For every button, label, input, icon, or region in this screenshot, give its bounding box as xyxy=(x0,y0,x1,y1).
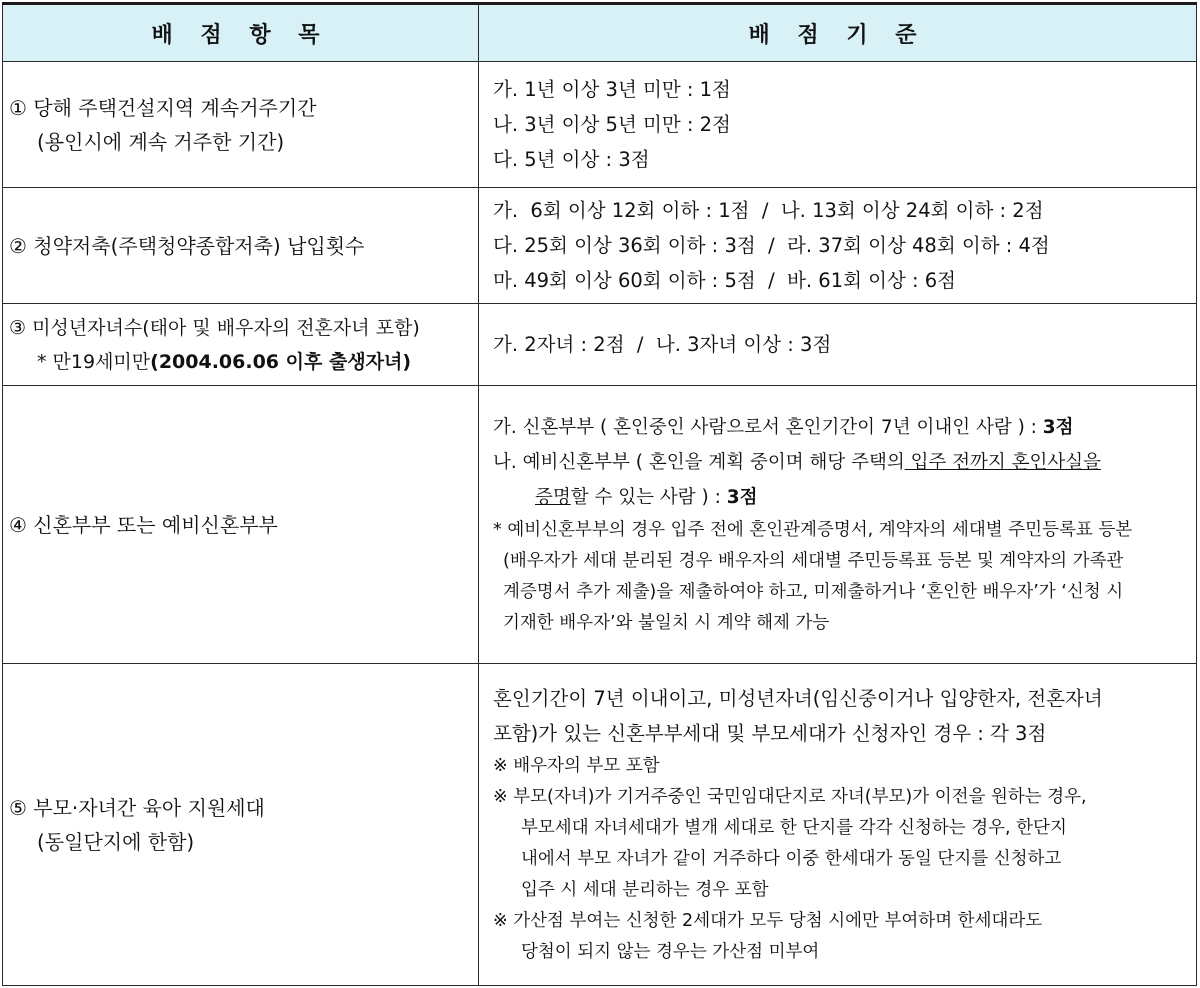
criteria-cell xyxy=(479,304,1197,386)
criteria-cell xyxy=(479,188,1197,304)
criteria-line: 가. 1년 이상 3년 미만 : 1점 xyxy=(493,78,731,101)
criteria-cell xyxy=(479,386,1197,664)
note-line: (배우자가 세대 분리된 경우 배우자의 세대별 주민등록표 등본 및 계약자의 가족관 xyxy=(503,551,1124,571)
criteria-line: 다. 5년 이상 : 3점 xyxy=(493,148,650,171)
item-cell xyxy=(3,304,479,386)
table-row xyxy=(3,386,1197,664)
note-line: 부모세대 자녀세대가 별개 세대로 한 단지를 각각 신청하는 경우, 한단지 xyxy=(521,818,1067,838)
header-criteria: 배 점 기 준 xyxy=(479,4,1197,62)
item-title: ① 당해 주택건설지역 계속거주기간 xyxy=(9,95,317,120)
item-cell xyxy=(3,386,479,664)
header-item: 배 점 항 목 xyxy=(3,4,479,62)
note-line: 당첨이 되지 않는 경우는 가산점 미부여 xyxy=(521,942,820,962)
table-row xyxy=(3,188,1197,304)
item-cell xyxy=(3,664,479,986)
criteria-score: 3점 xyxy=(726,487,758,508)
criteria-score: 3점 xyxy=(1042,417,1074,438)
note-line: 입주 시 세대 분리하는 경우 포함 xyxy=(521,880,769,900)
criteria-line: 혼인기간이 7년 이내이고, 미성년자녀(임신중이거나 입양한자, 전혼자녀 xyxy=(493,687,1103,710)
criteria-underlined: 입주 전까지 혼인사실을 xyxy=(904,452,1102,473)
table-row xyxy=(3,62,1197,188)
item-note-bold: (2004.06.06 이후 출생자녀) xyxy=(150,350,412,373)
criteria-cell xyxy=(479,664,1197,986)
criteria-line: 가. 2자녀 : 2점 / 나. 3자녀 이상 : 3점 xyxy=(493,333,832,356)
item-subtitle: (용인시에 계속 거주한 기간) xyxy=(37,129,285,154)
criteria-line: 마. 49회 이상 60회 이하 : 5점 / 바. 61회 이상 : 6점 xyxy=(493,269,957,292)
criteria-underlined: 증명 xyxy=(535,487,571,508)
criteria-cell xyxy=(479,62,1197,188)
criteria-line: 다. 25회 이상 36회 이하 : 3점 / 라. 37회 이상 48회 이하 : 4점 xyxy=(493,234,1050,257)
item-title: ② 청약저축(주택청약종합저축) 납입횟수 xyxy=(9,233,365,258)
table-row xyxy=(3,664,1197,986)
criteria-line: 나. 3년 이상 5년 미만 : 2점 xyxy=(493,113,731,136)
criteria-line: 포함)가 있는 신혼부부세대 및 부모세대가 신청자인 경우 : 각 3점 xyxy=(493,722,1047,745)
criteria-text: 나. 예비신혼부부 ( 혼인을 계획 중이며 해당 주택의 xyxy=(493,452,905,473)
item-cell xyxy=(3,188,479,304)
criteria-line: 가. 6회 이상 12회 이하 : 1점 / 나. 13회 이상 24회 이하 : 2점 xyxy=(493,199,1044,222)
note-line: ※ 부모(자녀)가 기거주중인 국민임대단지로 자녀(부모)가 이전을 원하는 경우, xyxy=(493,787,1087,807)
note-line: ※ 배우자의 부모 포함 xyxy=(493,756,660,776)
item-title: ④ 신혼부부 또는 예비신혼부부 xyxy=(9,512,278,537)
item-subtitle: (동일단지에 한함) xyxy=(37,829,195,854)
table-row xyxy=(3,304,1197,386)
scoring-table xyxy=(2,2,1197,986)
item-title: ⑤ 부모·자녀간 육아 지원세대 xyxy=(9,795,265,820)
note-line: 내에서 부모 자녀가 같이 거주하다 이중 한세대가 동일 단지를 신청하고 xyxy=(521,849,1062,869)
note-line: * 예비신혼부부의 경우 입주 전에 혼인관계증명서, 계약자의 세대별 주민등록표 등본 xyxy=(493,520,1133,540)
item-note: * 만19세미만 xyxy=(37,350,151,373)
note-line: 계증명서 추가 제출)을 제출하여야 하고, 미제출하거나 ‘혼인한 배우자’가 ‘신청 시 xyxy=(503,582,1124,602)
item-cell xyxy=(3,62,479,188)
item-title: ③ 미성년자녀수(태아 및 배우자의 전혼자녀 포함) xyxy=(9,316,420,339)
header-row xyxy=(3,4,1197,62)
criteria-text: 가. 신혼부부 ( 혼인중인 사람으로서 혼인기간이 7년 이내인 사람 ) : xyxy=(493,417,1043,438)
note-line: 기재한 배우자’와 불일치 시 계약 해제 가능 xyxy=(503,613,830,633)
criteria-text: 할 수 있는 사람 ) : xyxy=(570,487,727,508)
note-line: ※ 가산점 부여는 신청한 2세대가 모두 당첨 시에만 부여하며 한세대라도 xyxy=(493,911,1043,931)
